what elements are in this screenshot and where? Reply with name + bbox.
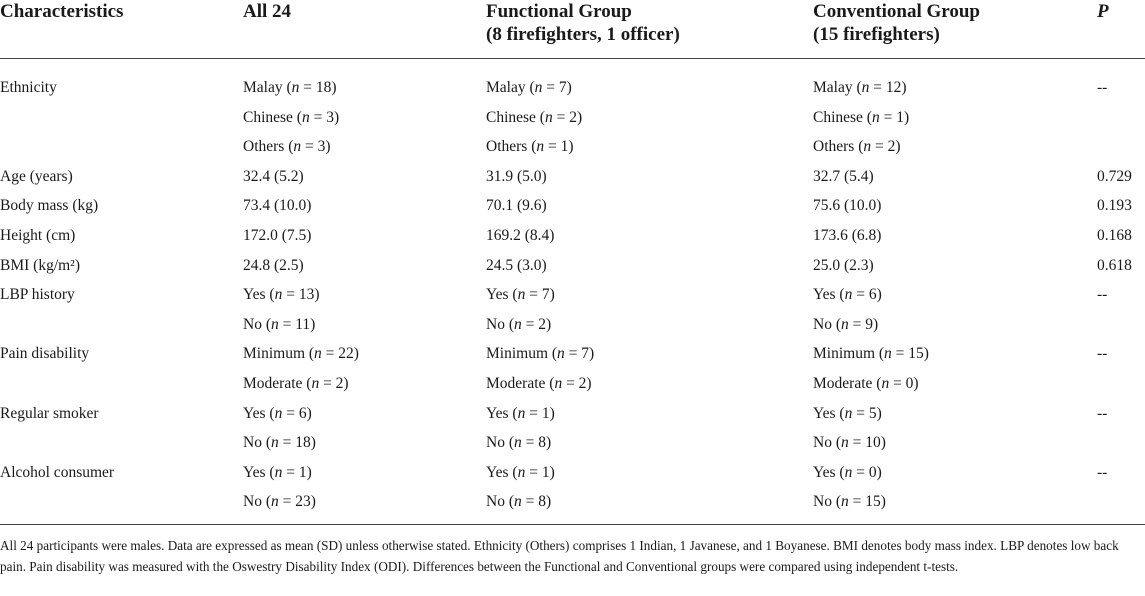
cell-functional	[486, 221, 554, 251]
cell-conventional	[813, 162, 874, 192]
cell-p-value: 0.729	[1097, 167, 1132, 185]
cell-all-part: = 22)	[321, 345, 359, 363]
table-row	[0, 251, 1145, 281]
table-row	[0, 73, 1145, 103]
cell-functional-part: 169.2 (8.4)	[486, 226, 555, 244]
table-row	[0, 458, 1145, 488]
cell-conventional-part: n	[840, 434, 849, 452]
cell-conventional-part: Others (	[813, 138, 864, 156]
cell-all-part: Yes (	[243, 463, 275, 481]
cell-functional	[486, 428, 551, 458]
cell-conventional-part: = 10)	[848, 434, 886, 452]
row-label: Height (cm)	[0, 226, 76, 244]
table-row	[0, 280, 1145, 310]
table-body	[0, 59, 1145, 517]
cell-functional	[486, 458, 555, 488]
header-all: All 24	[243, 1, 292, 22]
cell-functional	[486, 73, 572, 103]
cell-conventional-part: n	[844, 463, 853, 481]
cell-functional-part: Minimum (	[486, 345, 558, 363]
table-row	[0, 369, 1145, 399]
cell-all-part: Malay (	[243, 79, 292, 96]
cell-all-part: = 13)	[282, 286, 320, 304]
cell-conventional	[813, 369, 919, 399]
cell-all-part: n	[311, 374, 320, 392]
header-functional-line2: (8 firefighters, 1 officer)	[486, 24, 680, 45]
cell-conventional-part: No (	[813, 434, 841, 452]
cell-functional-part: n	[513, 315, 522, 333]
table-row	[0, 162, 1145, 192]
cell-conventional	[813, 428, 886, 458]
cell-p-value: --	[1097, 404, 1108, 422]
cell-all-part: = 3)	[301, 138, 331, 156]
cell-conventional-part: No (	[813, 315, 841, 333]
cell-conventional-part: = 2)	[871, 138, 901, 156]
cell-p-value: --	[1097, 345, 1108, 363]
cell-functional	[486, 399, 555, 429]
cell-conventional-part: n	[881, 374, 890, 392]
cell-functional-part: No (	[486, 434, 514, 452]
cell-conventional	[813, 132, 901, 162]
cell-conventional-part: Moderate (	[813, 374, 882, 392]
cell-all-part: No (	[243, 315, 271, 333]
cell-all	[243, 280, 320, 310]
row-label: LBP history	[0, 286, 75, 304]
cell-conventional-part: = 0)	[889, 374, 919, 392]
cell-all-part: Moderate (	[243, 374, 312, 392]
cell-conventional-part: 25.0 (2.3)	[813, 256, 874, 274]
cell-conventional-part: = 15)	[848, 493, 886, 511]
cell-conventional	[813, 251, 874, 281]
cell-conventional-part: Yes (	[813, 463, 845, 481]
cell-all-part: n	[291, 79, 300, 96]
cell-all	[243, 339, 359, 369]
cell-all-part: Minimum (	[243, 345, 315, 363]
cell-functional	[486, 162, 547, 192]
table-row	[0, 103, 1145, 133]
cell-all-part: = 23)	[278, 493, 316, 511]
cell-all-part: = 18)	[278, 434, 316, 452]
cell-functional-part: No (	[486, 493, 514, 511]
cell-conventional-part: 32.7 (5.4)	[813, 167, 874, 185]
cell-conventional	[813, 458, 882, 488]
cell-conventional-part: Yes (	[813, 286, 845, 304]
cell-all	[243, 162, 304, 192]
header-conventional	[813, 0, 980, 46]
cell-functional-part: = 2)	[521, 315, 552, 333]
cell-functional-part: = 2)	[562, 374, 592, 392]
cell-functional	[486, 103, 582, 133]
cell-conventional-part: n	[844, 404, 853, 422]
cell-all	[243, 487, 316, 517]
cell-all	[243, 369, 349, 399]
header-functional	[486, 0, 680, 46]
cell-functional-part: = 8)	[521, 434, 552, 452]
cell-functional-part: n	[536, 138, 545, 156]
cell-all-part: n	[293, 138, 302, 156]
cell-conventional-part: 173.6 (6.8)	[813, 226, 882, 244]
cell-all-part: Others (	[243, 138, 294, 156]
cell-conventional-part: n	[861, 79, 870, 96]
cell-all	[243, 428, 316, 458]
cell-all-part: n	[274, 463, 283, 481]
cell-conventional-part: n	[844, 286, 853, 304]
cell-functional	[486, 487, 551, 517]
cell-functional-part: Yes (	[486, 463, 518, 481]
table-row	[0, 310, 1145, 340]
cell-functional-part: = 7)	[525, 286, 555, 304]
row-label: Age (years)	[0, 167, 73, 185]
cell-functional-part: = 2)	[552, 108, 583, 126]
table-header	[0, 0, 1145, 59]
cell-conventional	[813, 339, 929, 369]
cell-functional-part: = 7)	[542, 79, 572, 96]
cell-functional-part: n	[557, 345, 565, 363]
cell-all-part: n	[274, 286, 283, 304]
row-label: Alcohol consumer	[0, 463, 115, 481]
cell-p-value: --	[1097, 79, 1108, 96]
cell-functional	[486, 369, 592, 399]
cell-all-part: = 1)	[282, 463, 312, 481]
cell-conventional	[813, 103, 909, 133]
cell-conventional	[813, 280, 882, 310]
cell-functional-part: = 1)	[525, 463, 555, 481]
cell-functional	[486, 191, 547, 221]
cell-all-part: n	[270, 434, 279, 452]
row-label: BMI (kg/m²)	[0, 256, 80, 274]
cell-p-value: 0.193	[1097, 197, 1132, 215]
cell-functional-part: Malay (	[486, 79, 535, 96]
cell-conventional-part: = 5)	[852, 404, 882, 422]
cell-functional-part: n	[513, 434, 522, 452]
cell-functional-part: 31.9 (5.0)	[486, 167, 547, 185]
cell-functional-part: Yes (	[486, 286, 518, 304]
cell-conventional-part: n	[863, 138, 872, 156]
cell-functional-part: 24.5 (3.0)	[486, 256, 547, 274]
cell-conventional-part: Chinese (	[813, 108, 872, 126]
row-label: Regular smoker	[0, 404, 99, 422]
table-row	[0, 399, 1145, 429]
cell-conventional	[813, 191, 881, 221]
cell-conventional	[813, 399, 882, 429]
cell-p-value: 0.168	[1097, 226, 1132, 244]
cell-all	[243, 103, 339, 133]
cell-conventional-part: = 6)	[852, 286, 882, 304]
cell-conventional-part: n	[840, 315, 849, 333]
cell-conventional	[813, 221, 881, 251]
row-label: Body mass (kg)	[0, 197, 99, 215]
cell-functional-part: n	[517, 286, 526, 304]
table-row	[0, 487, 1145, 517]
cell-all	[243, 73, 337, 103]
cell-functional-part: = 1)	[544, 138, 574, 156]
cell-all	[243, 221, 311, 251]
table-row	[0, 221, 1145, 251]
header-p: P	[1097, 1, 1109, 22]
cell-all	[243, 191, 311, 221]
cell-functional	[486, 280, 555, 310]
cell-all-part: No (	[243, 434, 271, 452]
cell-all	[243, 399, 312, 429]
cell-functional-part: = 1)	[525, 404, 555, 422]
cell-functional-part: = 8)	[521, 493, 552, 511]
cell-conventional-part: n	[871, 108, 880, 126]
cell-functional-part: n	[513, 493, 522, 511]
cell-functional-part: 70.1 (9.6)	[486, 197, 547, 215]
cell-conventional-part: No (	[813, 493, 841, 511]
cell-all	[243, 310, 315, 340]
cell-conventional-part: n	[840, 493, 849, 511]
cell-functional-part: Moderate (	[486, 374, 555, 392]
cell-all-part: Chinese (	[243, 108, 302, 126]
cell-all-part: = 18)	[299, 79, 337, 96]
row-label: Pain disability	[0, 345, 90, 363]
table-row	[0, 428, 1145, 458]
cell-p-value: --	[1097, 286, 1108, 304]
cell-functional	[486, 251, 547, 281]
cell-all-part: = 11)	[278, 315, 316, 333]
cell-all	[243, 132, 331, 162]
header-functional-line1: Functional Group	[486, 1, 632, 22]
cell-all-part: n	[314, 345, 322, 363]
cell-conventional-part: Minimum (	[813, 345, 885, 363]
cell-conventional-part: n	[884, 345, 892, 363]
cell-all	[243, 251, 304, 281]
table-row	[0, 132, 1145, 162]
cell-all-part: 73.4 (10.0)	[243, 197, 312, 215]
cell-all-part: n	[270, 315, 279, 333]
cell-conventional-part: = 9)	[848, 315, 879, 333]
cell-functional	[486, 339, 594, 369]
cell-all-part: = 2)	[319, 374, 349, 392]
cell-conventional	[813, 310, 878, 340]
cell-all	[243, 458, 312, 488]
cell-conventional-part: = 12)	[869, 79, 907, 96]
header-characteristics: Characteristics	[0, 1, 124, 22]
cell-all-part: No (	[243, 493, 271, 511]
cell-functional-part: n	[517, 463, 526, 481]
table-footnote: All 24 participants were males. Data are expressed as mean (SD) unless otherwise stated. Ethnicity (Others) comprises 1 Indian, 1 Javanese, and 1 Boyanese. BMI denotes body mass index. LBP denotes low back pain. Pain disability was measured with the Oswestry Disability Index (ODI). Differences between the Functional and Conventional groups were compared using independent t-tests.	[0, 537, 1119, 574]
cell-functional	[486, 310, 551, 340]
cell-functional-part: n	[534, 79, 543, 96]
cell-functional-part: No (	[486, 315, 514, 333]
cell-all-part: n	[274, 404, 283, 422]
header-conventional-line2: (15 firefighters)	[813, 24, 940, 45]
cell-functional-part: n	[554, 374, 563, 392]
cell-all-part: n	[301, 108, 310, 126]
cell-functional-part: Others (	[486, 138, 537, 156]
cell-conventional-part: 75.6 (10.0)	[813, 197, 882, 215]
table-row	[0, 191, 1145, 221]
cell-conventional-part: = 0)	[852, 463, 882, 481]
cell-all-part: Yes (	[243, 286, 275, 304]
table-row	[0, 339, 1145, 369]
cell-all-part: = 3)	[309, 108, 340, 126]
cell-functional-part: n	[544, 108, 553, 126]
cell-all-part: n	[270, 493, 279, 511]
cell-conventional-part: Yes (	[813, 404, 845, 422]
cell-p-value: --	[1097, 463, 1108, 481]
cell-conventional	[813, 487, 886, 517]
header-conventional-line1: Conventional Group	[813, 1, 980, 22]
cell-all-part: = 6)	[282, 404, 312, 422]
cell-conventional	[813, 73, 907, 103]
cell-p-value: 0.618	[1097, 256, 1132, 274]
cell-functional-part: Chinese (	[486, 108, 545, 126]
cell-all-part: Yes (	[243, 404, 275, 422]
cell-conventional-part: = 1)	[879, 108, 910, 126]
cell-functional-part: n	[517, 404, 526, 422]
cell-conventional-part: = 15)	[891, 345, 929, 363]
row-label: Ethnicity	[0, 79, 57, 96]
cell-functional-part: Yes (	[486, 404, 518, 422]
cell-all-part: 32.4 (5.2)	[243, 167, 304, 185]
cell-all-part: 24.8 (2.5)	[243, 256, 304, 274]
cell-functional	[486, 132, 574, 162]
cell-functional-part: = 7)	[564, 345, 595, 363]
cell-all-part: 172.0 (7.5)	[243, 226, 312, 244]
cell-conventional-part: Malay (	[813, 79, 862, 96]
